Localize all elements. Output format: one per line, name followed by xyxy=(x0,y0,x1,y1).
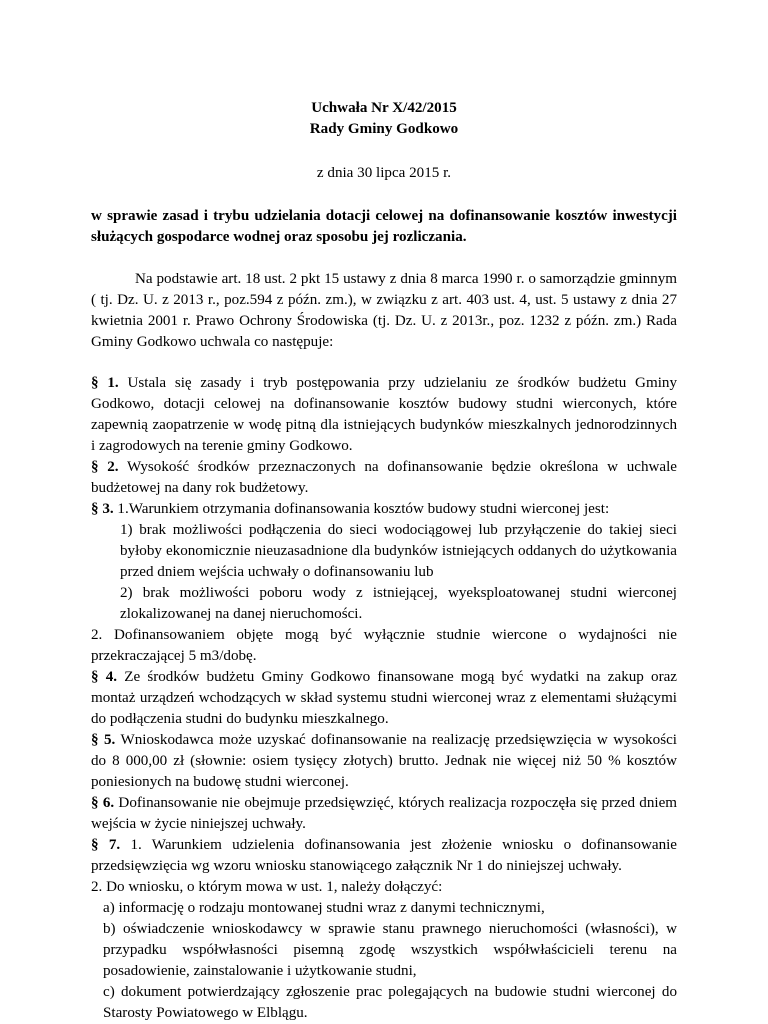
section-6-number: § 6. xyxy=(91,795,115,811)
section-3 xyxy=(91,499,677,520)
section-7 xyxy=(91,835,677,877)
section-4-text: Ze środków budżetu Gminy Godkowo finansowane mogą być wydatki na zakup oraz montaż urządzeń wchodzących w skład systemu studni wierconej wraz z elementami służącymi do podłączenia studni do budynku mieszkalnego. xyxy=(91,669,678,727)
section-1-text: Ustala się zasady i tryb postępowania przy udzielaniu ze środków budżetu Gminy Godkowo, dotacji celowej na dofinansowanie kosztów budowy studni wierconych, które zapewnią zaopatrzenie w wodę pitną dla istniejących budynków mieszkalnych jednorodzinnych i zagrodowych na terenie gminy Godkowo. xyxy=(91,375,677,454)
resolution-number: Uchwała Nr X/42/2015 xyxy=(311,100,457,116)
section-7-item-b: b) oświadczenie wnioskodawcy w sprawie stanu prawnego nieruchomości (własności), w przypadku współwłasności pisemną zgodę wszystkich współwłaścicieli terenu na posadowienie, zainstalowanie i użytkowanie studni, xyxy=(103,921,677,979)
council-name: Rady Gminy Godkowo xyxy=(309,121,459,137)
section-2-number: § 2. xyxy=(91,459,119,475)
section-6-text: Dofinansowanie nie obejmuje przedsięwzięć, których realizacja rozpoczęła się przed dniem wejścia w życie niniejszej uchwały. xyxy=(91,795,678,832)
section-3-text: 1.Warunkiem otrzymania dofinansowania kosztów budowy studni wierconej jest: xyxy=(113,501,610,517)
legal-basis: Na podstawie art. 18 ust. 2 pkt 15 ustawy z dnia 8 marca 1990 r. o samorządzie gminnym ( tj. Dz. U. z 2013 r., poz.594 z późn. zm.), w związku z art. 403 ust. 4, ust. 5 ustawy z dnia 27 kwietnia 2001 r. Prawo Ochrony Środowiska (tj. Dz. U. z 2013r., poz. 1232 z późn. zm.) Rada Gminy Godkowo uchwala co następuje: xyxy=(91,271,677,350)
resolution-date: z dnia 30 lipca 2015 r. xyxy=(316,165,452,181)
section-2 xyxy=(91,457,677,499)
section-6 xyxy=(91,793,677,835)
section-5-text: Wnioskodawca może uzyskać dofinansowanie na realizację przedsięwzięcia w wysokości do 8 000,00 zł (słownie: osiem tysięcy złotych) brutto. Jednak nie więcej niż 50 % kosztów poniesionych na budowę studni wierconej. xyxy=(91,732,677,790)
resolution-subject: w sprawie zasad i trybu udzielania dotacji celowej na dofinansowanie kosztów inwestycji służących gospodarce wodnej oraz sposobu jej rozliczania. xyxy=(91,208,677,245)
section-1 xyxy=(91,373,677,457)
section-7-item-c: c) dokument potwierdzający zgłoszenie prac polegających na budowie studni wierconej do Starosty Powiatowego w Elblągu. xyxy=(103,984,677,1021)
section-3-paragraph-2: 2. Dofinansowaniem objęte mogą być wyłącznie studnie wiercone o wydajności nie przekraczającej 5 m3/dobę. xyxy=(91,627,677,664)
section-7-number: § 7. xyxy=(91,837,121,853)
document-page xyxy=(91,98,677,1024)
section-7-paragraph-2: 2. Do wniosku, o którym mowa w ust. 1, należy dołączyć: xyxy=(91,879,443,895)
section-4 xyxy=(91,667,677,730)
section-5-number: § 5. xyxy=(91,732,116,748)
section-5 xyxy=(91,730,677,793)
section-3-number: § 3. xyxy=(91,501,114,517)
section-4-number: § 4. xyxy=(91,669,118,685)
section-7-text: 1. Warunkiem udzielenia dofinansowania jest złożenie wniosku o dofinansowanie przedsięwzięcia wg wzoru wniosku stanowiącego załącznik Nr 1 do niniejszej uchwały. xyxy=(91,837,678,874)
section-2-text: Wysokość środków przeznaczonych na dofinansowanie będzie określona w uchwale budżetowej na dany rok budżetowy. xyxy=(91,459,678,496)
section-3-item-2: 2) brak możliwości poboru wody z istniejącej, wyeksploatowanej studni wierconej zlokalizowanej na danej nieruchomości. xyxy=(120,585,677,622)
section-3-item-1: 1) brak możliwości podłączenia do sieci wodociągowej lub przyłączenie do takiej sieci byłoby ekonomicznie nieuzasadnione dla budynków istniejących oddanych do użytkowania przed dniem wejścia uchwały o dofinansowaniu lub xyxy=(120,522,677,580)
section-7-item-a: a) informację o rodzaju montowanej studni wraz z danymi technicznymi, xyxy=(103,900,545,916)
section-1-number: § 1. xyxy=(91,375,119,391)
